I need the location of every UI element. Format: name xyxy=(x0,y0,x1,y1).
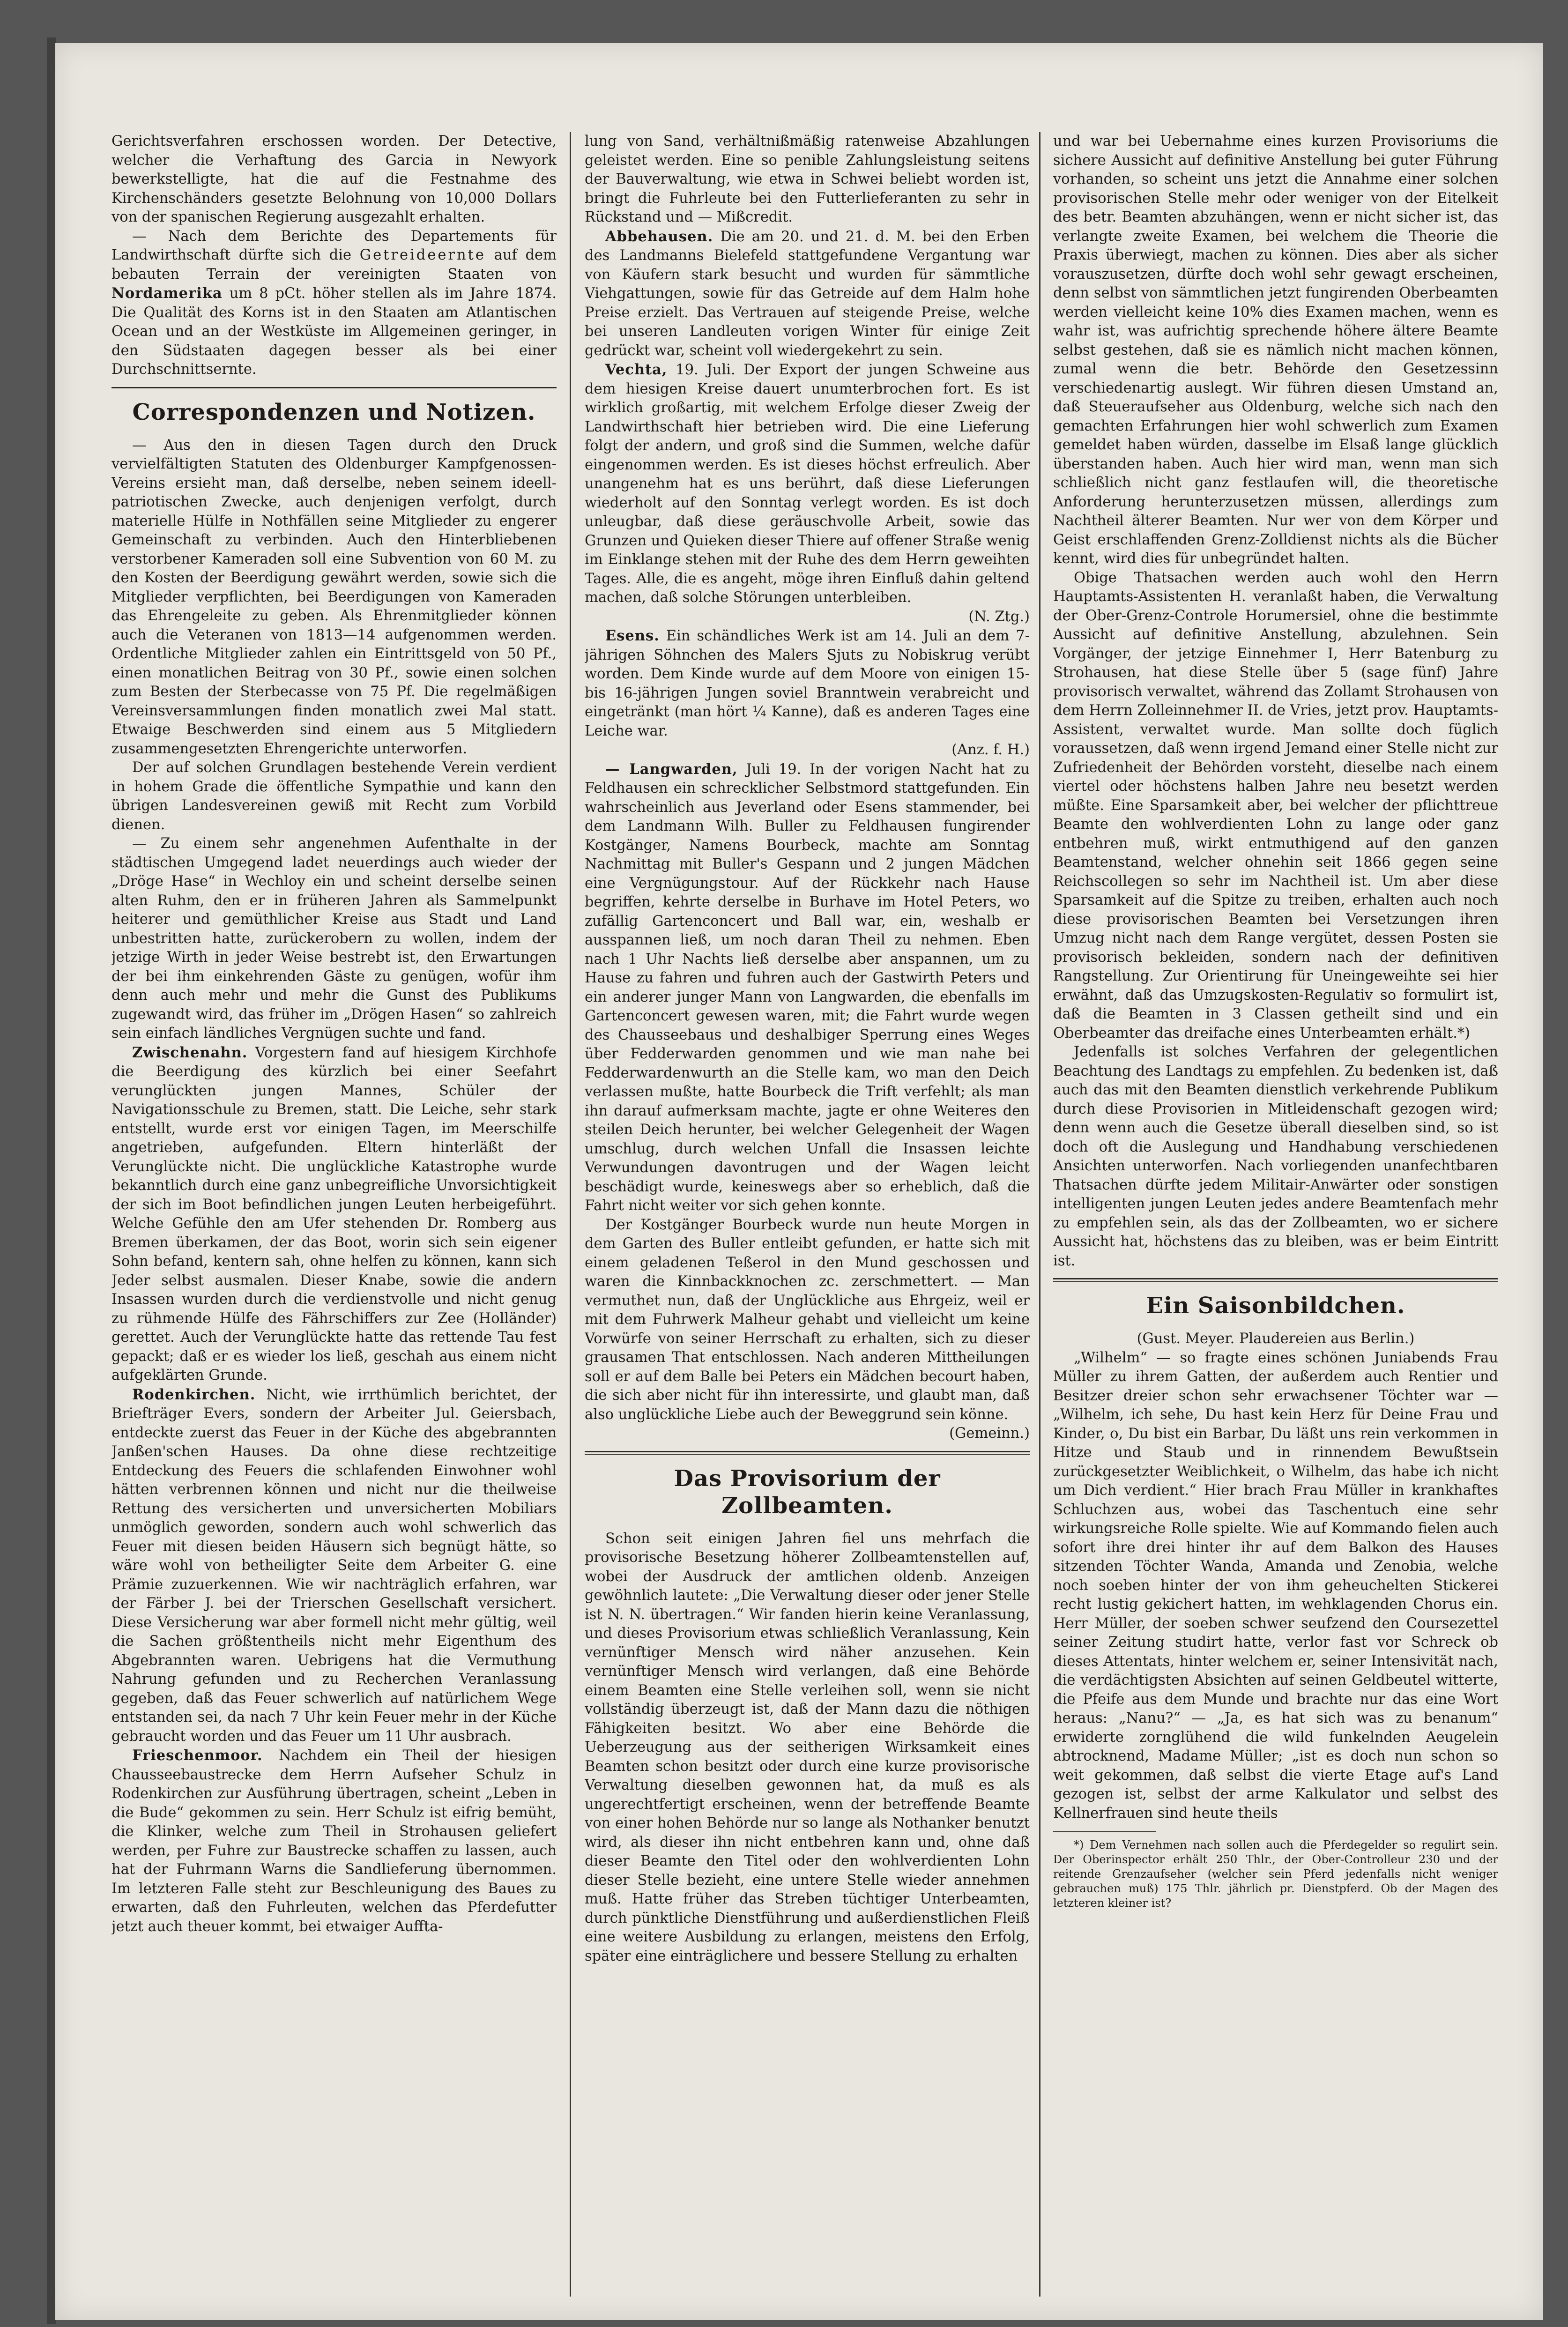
text-run: Ein schändliches Werk ist am 14. Juli an dem 7-jährigen Söhnchen des Malers Sjuts zu Nobiskrug verübt worden. Dem Kinde wurde auf dem Moore von einigen 15- bis 16-jährigen Jungen soviel Branntwein verabreicht und eingetränkt (man hört ¼ Kanne), daß es anderen Tages eine Leiche war. xyxy=(585,628,1030,739)
emphasis-text: Getreideernte xyxy=(359,247,486,263)
article-paragraph: — Aus den in diesen Tagen durch den Druck vervielfältigten Statuten des Oldenburger Kampfgenossen-Vereins ersieht man, daß derselbe, neben seinem ideell-patriotischen Zwecke, auch denjenigen verfolgt, durch materielle Hülfe in Nothfällen seine Mitglieder zu engerer Gemeinschaft zu verbinden. Auch den Hinterbliebenen verstorbener Kameraden soll eine Subvention von 60 M. zu den Kosten der Beerdigung gewährt werden, sowie sich die Mitglieder verpflichten, bei Beerdigungen von Kameraden das Ehrengeleite zu geben. Als Ehrenmitglieder können auch die Veteranen von 1813—14 aufgenommen werden. Ordentliche Mitglieder zahlen ein Eintrittsgeld von 50 Pf., einen monatlichen Beitrag von 30 Pf., sowie einen solchen zum Besten der Sterbecasse von 75 Pf. Die regelmäßigen Vereinsversammlungen finden monatlich zwei Mal statt. Etwaige Beschwerden sind einem aus 5 Mitgliedern zusammengesetzten Ehrengerichte unterworfen. xyxy=(111,437,557,757)
text-run: Juli 19. In der vorigen Nacht hat zu Feldhausen ein schrecklicher Selbstmord stattgefunden. Ein wahrscheinlich aus Jeverland oder Esens stammender, bei dem Landmann Wilh. Buller zu Feldhausen fungirender Kostgänger, Namens Bourbeck, machte am Sonntag Nachmittag mit Buller's Gespann und 2 jungen Mädchen eine Vergnügungstour. Auf der Rückkehr nach Hause begriffen, kehrte derselbe in Burhave im Hotel Peters, wo zufällig Gartenconcert und Ball war, ein, weshalb er ausspannen ließ, um noch daran Theil zu nehmen. Eben nach 1 Uhr Nachts ließ derselbe aber anspannen, um zu Hause zu fahren und fuhren auch der Gastwirth Peters und ein anderer junger Mann von Langwarden, die ebenfalls im Gartenconcert gewesen waren, mit; die Fahrt wurde wegen des Chausseebaus und deshalbiger Sperrung eines Weges über Fedderwarden genommen und wie man nahe bei Fedderwardenwurth an die Stelle kam, wo man den Deich verlassen mußte, hatte Bourbeck die Trift verfehlt; als man ihn darauf aufmerksam machte, jagte er ohne Weiteres den steilen Deich herunter, bei welcher Gelegenheit der Wagen umschlug, durch welchen Unfall die Insassen leichte Verwundungen davontrugen und der Wagen leicht beschädigt wurde, keineswegs aber so erheblich, daß die Fahrt nicht weiter vor sich gehen konnte. xyxy=(585,761,1030,1214)
section-rule xyxy=(111,387,557,388)
article-paragraph xyxy=(111,1746,557,1936)
article-paragraph: „Wilhelm“ — so fragte eines schönen Juniabends Frau Müller zu ihrem Gatten, der außerdem auch Rentier und Besitzer dreier schon sehr erwachsener Töchter war — „Wilhelm, ich sehe, Du hast kein Herz für Deine Frau und Kinder, o, Du bist ein Barbar, Du läßt uns rein verkommen in Hitze und Staub und in rinnendem Bewußtsein zurückgesetzter Weiblichkeit, o Wilhelm, das habe ich nicht um Dich verdient.“ Hier brach Frau Müller in krankhaftes Schluchzen aus, wobei das Taschentuch eine sehr wirkungsreiche Rolle spielte. Wie auf Kommando fielen auch sofort ihre drei hinter ihr auf dem Balkon des Hauses sitzenden Töchter Wanda, Amanda und Zenobia, welche noch soeben hinter der von ihm geheuchelten Stickerei recht lustig gekichert hatten, im wehklagenden Chorus ein. Herr Müller, der soeben schwer seufzend den Coursezettel seiner Zeitung studirt hatte, verlor fast vor Schreck ob dieses Attentats, hinter welchem er, seiner Intensivität nach, die verdächtigsten Absichten auf seinen Geldbeutel witterte, die Pfeife aus dem Munde und brachte nur das eine Wort heraus: „Nanu?“ — „Ja, es hat sich was zu benanum“ erwiderte zornglühend die wild funkelnden Aeugelein abtrocknend, Madame Müller; „ist es doch nun schon so weit gekommen, daß selbst die vierte Etage auf's Land gezogen ist, selbst der arme Kalkulator und selbst des Kellnerfrauen sind heute theils xyxy=(1053,1349,1498,1821)
place-name: Zwischenahn. xyxy=(132,1044,248,1061)
text-run: Vorgestern fand auf hiesigem Kirchhofe die Beerdigung des kürzlich bei einer Seefahrt verunglückten jungen Mannes, Schüler der Navigationsschule zu Bremen, statt. Die Leiche, sehr stark entstellt, wurde erst vor einigen Tagen, im Meerschilfe angetrieben, aufgefunden. Eltern hinterläßt der Verunglückte nicht. Die unglückliche Katastrophe wurde bekanntlich durch eine ganz unbegreifliche Unvorsichtigkeit der sich im Boot befindlichen jungen Leuten herbeigeführt. Welche Gefühle den am Ufer stehenden Dr. Romberg aus Bremen überkamen, der das Boot, worin sich sein eigener Sohn befand, kentern sah, ohne helfen zu können, kann sich Jeder selbst ausmalen. Dieser Knabe, sowie die andern Insassen wurden durch die verdienstvolle und nicht genug zu rühmende Hülfe des Fährschiffers zur Zee (Holländer) gerettet. Auch der Verunglückte hatte das rettende Tau fest gepackt; daß er es wieder los ließ, geschah aus einem nicht aufgeklärten Grunde. xyxy=(111,1044,557,1383)
text-run: Die am 20. und 21. d. M. bei den Erben des Landmanns Bielefeld stattgefundene Vergantung war von Käufern stark besucht und wurden für sämmtliche Viehgattungen, sowie für das Getreide auf dem Halm hohe Preise erzielt. Das Vertrauen auf steigende Preise, welche bei unseren Landleuten vorigen Winter für einige Zeit gedrückt war, scheint voll wiedergekehrt zu sein. xyxy=(585,228,1030,359)
section-heading: Ein Saisonbildchen. xyxy=(1146,1293,1405,1319)
article-paragraph xyxy=(111,227,557,379)
section-rule xyxy=(1053,1278,1498,1282)
article-paragraph: Obige Thatsachen werden auch wohl den Herrn Hauptamts-Assistenten H. veranlaßt haben, die Verwaltung der Ober-Grenz-Controle Horumersiel, ohne die bestimmte Aussicht auf definitive Anstellung, abzulehnen. Sein Vorgänger, der jetzige Einnehmer I, Herr Batenburg zu Strohausen, hat diese Stelle über 5 (sage fünf) Jahre provisorisch verwaltet, während das Zollamt Strohausen von dem Herrn Zolleinnehmer II. de Vries, jetzt prov. Hauptamts-Assistent, verwaltet wurde. Man sollte doch füglich voraussetzen, daß wenn irgend Jemand einer Stelle nicht zur Zufriedenheit der Behörden vorsteht, dieselbe nach einem viertel oder höchstens halben Jahre neu besetzt werden müßte. Eine Sparsamkeit aber, bei welcher der pflichttreue Beamte den wohlverdienten Lohn zu lange oder ganz entbehren muß, wirkt entmuthigend auf den ganzen Beamtenstand, welcher ohnehin seit 1866 gegen seine Reichscollegen so sehr im Nachtheil ist. Um aber diese Sparsamkeit auf die Spitze zu treiben, erhalten auch noch diese provisorischen Beamten bei Versetzungen ihren Umzug nicht nach dem Range vergütet, dessen Posten sie provisorisch bekleiden, sondern nach der definitiven Rangstellung. Zur Orientirung für Uneingeweihte sei hier erwähnt, daß das Umzugskosten-Regulativ so formulirt ist, daß die Beamten in 3 Classen getheilt sind und ein Oberbeamter das dreifache eines Unterbeamten erhält.*) xyxy=(1053,569,1498,1041)
article-paragraph xyxy=(585,760,1030,1216)
text-run: Nachdem ein Theil der hiesigen Chausseebaustrecke dem Herrn Aufseher Schulz in Rodenkirchen zur Ausführung übertragen, scheint „Leben in die Bude“ gekommen zu sein. Herr Schulz ist eifrig bemüht, die Klinker, welche zum Theil in Strohausen geliefert werden, per Fuhre zur Baustrecke schaffen zu lassen, auch hat der Fuhrmann Warns die Sandlieferung übernommen. Im letzteren Falle steht zur Beschleunigung des Baues zu erwarten, daß den Fuhrleuten, welchen das Pferdefutter jetzt auch theuer kommt, bei etwaiger Auffta- xyxy=(111,1747,557,1935)
section-heading: Correspondenzen und Notizen. xyxy=(132,399,536,425)
column-1 xyxy=(111,132,557,2306)
place-name: Abbehausen. xyxy=(605,228,713,245)
footnote: *) Dem Vernehmen nach sollen auch die Pferdegelder so regulirt sein. Der Oberinspector erhält 250 Thlr., der Ober-Controlleur 230 und der reitende Grenzaufseher (welcher sein Pferd jedenfalls nicht weniger gebrauchen muß) 175 Thlr. jährlich pr. Dienstpferd. Ob der Magen des letzteren kleiner ist? xyxy=(1053,1838,1498,1910)
article-paragraph: und war bei Uebernahme eines kurzen Provisoriums die sichere Aussicht auf definitive Anstellung bei guter Führung vorhanden, so scheint uns jetzt die Annahme einer solchen provisorischen Stelle mehr oder weniger von der Eitelkeit des betr. Beamten abzuhängen, wenn er nicht sicher ist, das verlangte zweite Examen, bei welchem die Theorie die Praxis überwiegt, machen zu können. Dies aber als sicher vorauszusetzen, dürfte doch wohl sehr gewagt erscheinen, denn selbst von sämmtlichen jetzt fungirenden Oberbeamten werden vielleicht keine 10% dies Examen machen, wenn es wahr ist, was aufrichtig sprechende höhere ältere Beamte selbst gestehen, daß sie es nämlich nicht machen können, zumal wenn die betr. Behörde den Gesetzessinn verschiedenartig auslegt. Wir führen diesen Umstand an, daß Steueraufseher aus Oldenburg, welche sich nach den gemachten Erfahrungen hier wohl schwerlich zum Examen gemeldet haben würden, dasselbe im Elsaß lange glücklich überstanden haben. Auch hier wird man, wenn man sich schließlich nicht ganz festlaufen will, die theoretische Anforderung herunterzusetzen müssen, allerdings zum Nachtheil älterer Beamten. Nur wer von dem Körper und Geist erschlaffenden Grenz-Zolldienst nichts als die Bücher kennt, wird dies für unbegründet halten. xyxy=(1053,133,1498,567)
article-paragraph xyxy=(585,360,1030,626)
text-run: 19. Juli. Der Export der jungen Schweine aus dem hiesigen Kreise dauert unumterbrochen fort. Es ist wirklich großartig, mit welchem Erfolge dieser Zweig der Landwirthschaft hier betrieben wird. Die eine Lieferung folgt der andern, und groß sind die Summen, welche dafür eingenommen werden. Es ist dieses höchst erfreulich. Aber unangenehm hat es uns berührt, daß diese Lieferungen wiederholt auf den Sonntag verlegt worden. Es ist doch unleugbar, daß diese geräuschvolle Arbeit, sowie das Grunzen und Quieken dieser Thiere auf offener Straße wenig im Einklange stehen mit der Ruhe des dem Herrn geweihten Tages. Alle, die es angeht, möge ihren Einfluß dahin geltend machen, daß solche Störungen unterbleiben. xyxy=(585,362,1030,606)
byline: (Gust. Meyer. Plaudereien aus Berlin.) xyxy=(1137,1331,1415,1347)
source-credit: (Anz. f. H.) xyxy=(951,742,1030,758)
column-divider xyxy=(1039,132,1040,2297)
article-paragraph xyxy=(585,227,1030,361)
column-divider xyxy=(570,132,571,2297)
place-name: Nordamerika xyxy=(111,285,223,302)
article-paragraph: — Zu einem sehr angenehmen Aufenthalte in der städtischen Umgegend ladet neuerdings auch wieder der „Dröge Hase“ in Wechloy ein und scheint derselbe seinen alten Ruhm, den er in früheren Jahren als Sammelpunkt heiterer und gemüthlicher Kreise aus Stadt und Land unbestritten hatte, zurückerobern zu wollen, indem der jetzige Wirth in jeder Weise bestrebt ist, den Erwartungen der bei ihm einkehrenden Gäste zu genügen, wofür ihm denn auch mehr und mehr die Gunst des Publikums zugewandt wird, das früher im „Drögen Hasen“ so zahlreich sein einfach ländliches Vergnügen suchte und fand. xyxy=(111,835,557,1041)
article-paragraph: Der auf solchen Grundlagen bestehende Verein verdient in hohem Grade die öffentliche Sympathie und kann den übrigen Landesvereinen gewiß mit Recht zum Vorbild dienen. xyxy=(111,759,557,833)
section-heading: Das Provisorium der Zollbeamten. xyxy=(674,1465,941,1519)
text-run: — Nach dem Berichte des Departements für Landwirthschaft dürfte sich die xyxy=(111,228,557,263)
place-name: — Langwarden, xyxy=(605,760,738,778)
article-paragraph xyxy=(585,626,1030,760)
place-name: Frieschenmoor. xyxy=(132,1747,263,1764)
article-paragraph xyxy=(111,1043,557,1385)
article-paragraph xyxy=(585,1216,1030,1443)
article-paragraph: Jedenfalls ist solches Verfahren der gelegentlichen Beachtung des Landtags zu empfehlen. Zu bedenken ist, daß auch das mit den Beamten dienstlich verkehrende Publikum durch diese Provisorien in Mitleidenschaft gezogen wird; denn wenn auch die Gesetze überall dieselben sind, so ist doch oft die Auslegung und Handhabung verschiedenen Ansichten unterworfen. Nach vorliegenden unanfechtbaren Thatsachen dürfte jedem Militair-Anwärter oder sonstigen intelligenten jungen Leuten jedes andere Beamtenfach mehr zu empfehlen sein, als das der Zollbeamten, wo er sichere Aussicht hat, höchstens das zu bleiben, was er beim Eintritt ist. xyxy=(1053,1044,1498,1269)
text-run: Der Kostgänger Bourbeck wurde nun heute Morgen in dem Garten des Buller entleibt gefunden, er hatte sich mit einem geladenen Teßerol in den Mund geschossen und waren die Kinnbackknochen zc. zerschmettert. — Man vermuthet nun, daß der Unglückliche aus Ehrgeiz, weil er mit dem Fuhrwerk Malheur gehabt und vielleicht um keine Vorwürfe von seiner Herrschaft zu erhalten, sich zu dieser grausamen That entschlossen. Nach anderen Mittheilungen soll er auf dem Balle bei Peters ein Mädchen becourt haben, die sich aber nicht für ihn interessirte, und glaubt man, daß also unglückliche Liebe auch der Beweggrund sein könne. xyxy=(585,1216,1030,1423)
section-rule xyxy=(585,1451,1030,1455)
text-run: auf dem bebauten Terrain der vereinigten Staaten von xyxy=(111,247,557,283)
article-paragraph: Schon seit einigen Jahren fiel uns mehrfach die provisorische Besetzung höherer Zollbeamtenstellen auf, wobei der Ausdruck der amtlichen oldenb. Anzeigen gewöhnlich lautete: „Die Verwaltung dieser oder jener Stelle ist N. N. übertragen.“ Wir fanden hierin keine Veranlassung, und dieses Provisorium etwas schließlich Veranlassung, Kein vernünftiger Mensch wird näher anzusehen. Kein vernünftiger Mensch wird verlangen, daß eine Behörde einem Beamten eine Stelle verleihen soll, wenn sie nicht vollständig überzeugt ist, daß der Mann dazu die nöthigen Fähigkeiten besitzt. Wo aber eine Behörde die Ueberzeugung aus der seitherigen Wirksamkeit eines Beamten schon besitzt oder durch eine kurze provisorische Verwaltung dieselben gewonnen hat, da muß es als ungerechtfertigt erscheinen, wenn der betreffende Beamte von einer hohen Behörde nur so lange als Nothanker benutzt wird, als dieser ihn nicht entbehren kann und, ohne daß dieser Beamte den Titel oder den wohlverdienten Lohn dieser Stelle bezieht, eine untere Stelle wieder annehmen muß. Hatte früher das Streben tüchtiger Unterbeamten, durch pünktliche Dienstführung und außerdienstlichen Fleiß eine weitere Ausbildung zu erlangen, meistens den Erfolg, später eine einträglichere und bessere Stellung zu erhalten xyxy=(585,1530,1030,1964)
column-2 xyxy=(585,132,1030,2306)
footnote-rule xyxy=(1053,1831,1156,1832)
page-edge xyxy=(47,37,56,2324)
article-paragraph: Gerichtsverfahren erschossen worden. Der Detective, welcher die Verhaftung des Garcia in Newyork bewerkstelligte, hat die auf die Festnahme des Kirchenschänders gesetzte Belohnung von 10,000 Dollars von der spanischen Regierung ausgezahlt erhalten. xyxy=(111,133,557,225)
column-3 xyxy=(1053,132,1498,2306)
text-run: um 8 pCt. höher stellen als im Jahre 1874. Die Qualität des Korns ist in den Staaten am Atlantischen Ocean und an der Westküste im Allgemeinen geringer, in den Südstaaten dagegen besser als bei einer Durchschnittsernte. xyxy=(111,285,557,378)
source-credit: (N. Ztg.) xyxy=(968,608,1030,625)
text-run: Nicht, wie irrthümlich berichtet, der Briefträger Evers, sondern der Arbeiter Jul. Geiersbach, entdeckte zuerst das Feuer in der Küche des abgebrannten Janßen'schen Hauses. Da ohne diese rechtzeitige Entdeckung des Feuers die schlafenden Einwohner wohl hätten verbrennen können und nicht nur die theilweise Rettung des versicherten und unversicherten Mobiliars unmöglich geworden, sondern auch wohl schwerlich das Feuer mit diesen beiden Häusern sich begnügt hätte, so wäre wohl von betheiligter Seite dem Arbeiter G. eine Prämie zuzuerkennen. Wie wir nachträglich erfahren, war der Färber J. bei der Trierschen Gesellschaft versichert. Diese Versicherung war aber formell nicht mehr gültig, weil die Sachen größtentheils nicht mehr Eigenthum des Abgebrannten waren. Uebrigens hat die Vermuthung Nahrung gefunden und zu Recherchen Veranlassung gegeben, daß das Feuer schwerlich auf natürlichem Wege entstanden sei, da nach 7 Uhr kein Feuer mehr in der Küche gebraucht worden und das Feuer um 11 Uhr ausbrach. xyxy=(111,1386,557,1745)
place-name: Vechta, xyxy=(605,361,668,378)
place-name: Esens. xyxy=(605,627,660,644)
article-paragraph: lung von Sand, verhältnißmäßig ratenweise Abzahlungen geleistet werden. Eine so penible Zahlungsleistung seitens der Bauverwaltung, wie etwa in Schwei beliebt worden ist, bringt die Fuhrleute bei den Futterlieferanten zu sehr in Rückstand und — Mißcredit. xyxy=(585,133,1030,225)
source-credit: (Gemeinn.) xyxy=(949,1425,1030,1442)
article-paragraph xyxy=(111,1385,557,1747)
newspaper-page xyxy=(55,43,1543,2320)
place-name: Rodenkirchen. xyxy=(132,1386,256,1403)
